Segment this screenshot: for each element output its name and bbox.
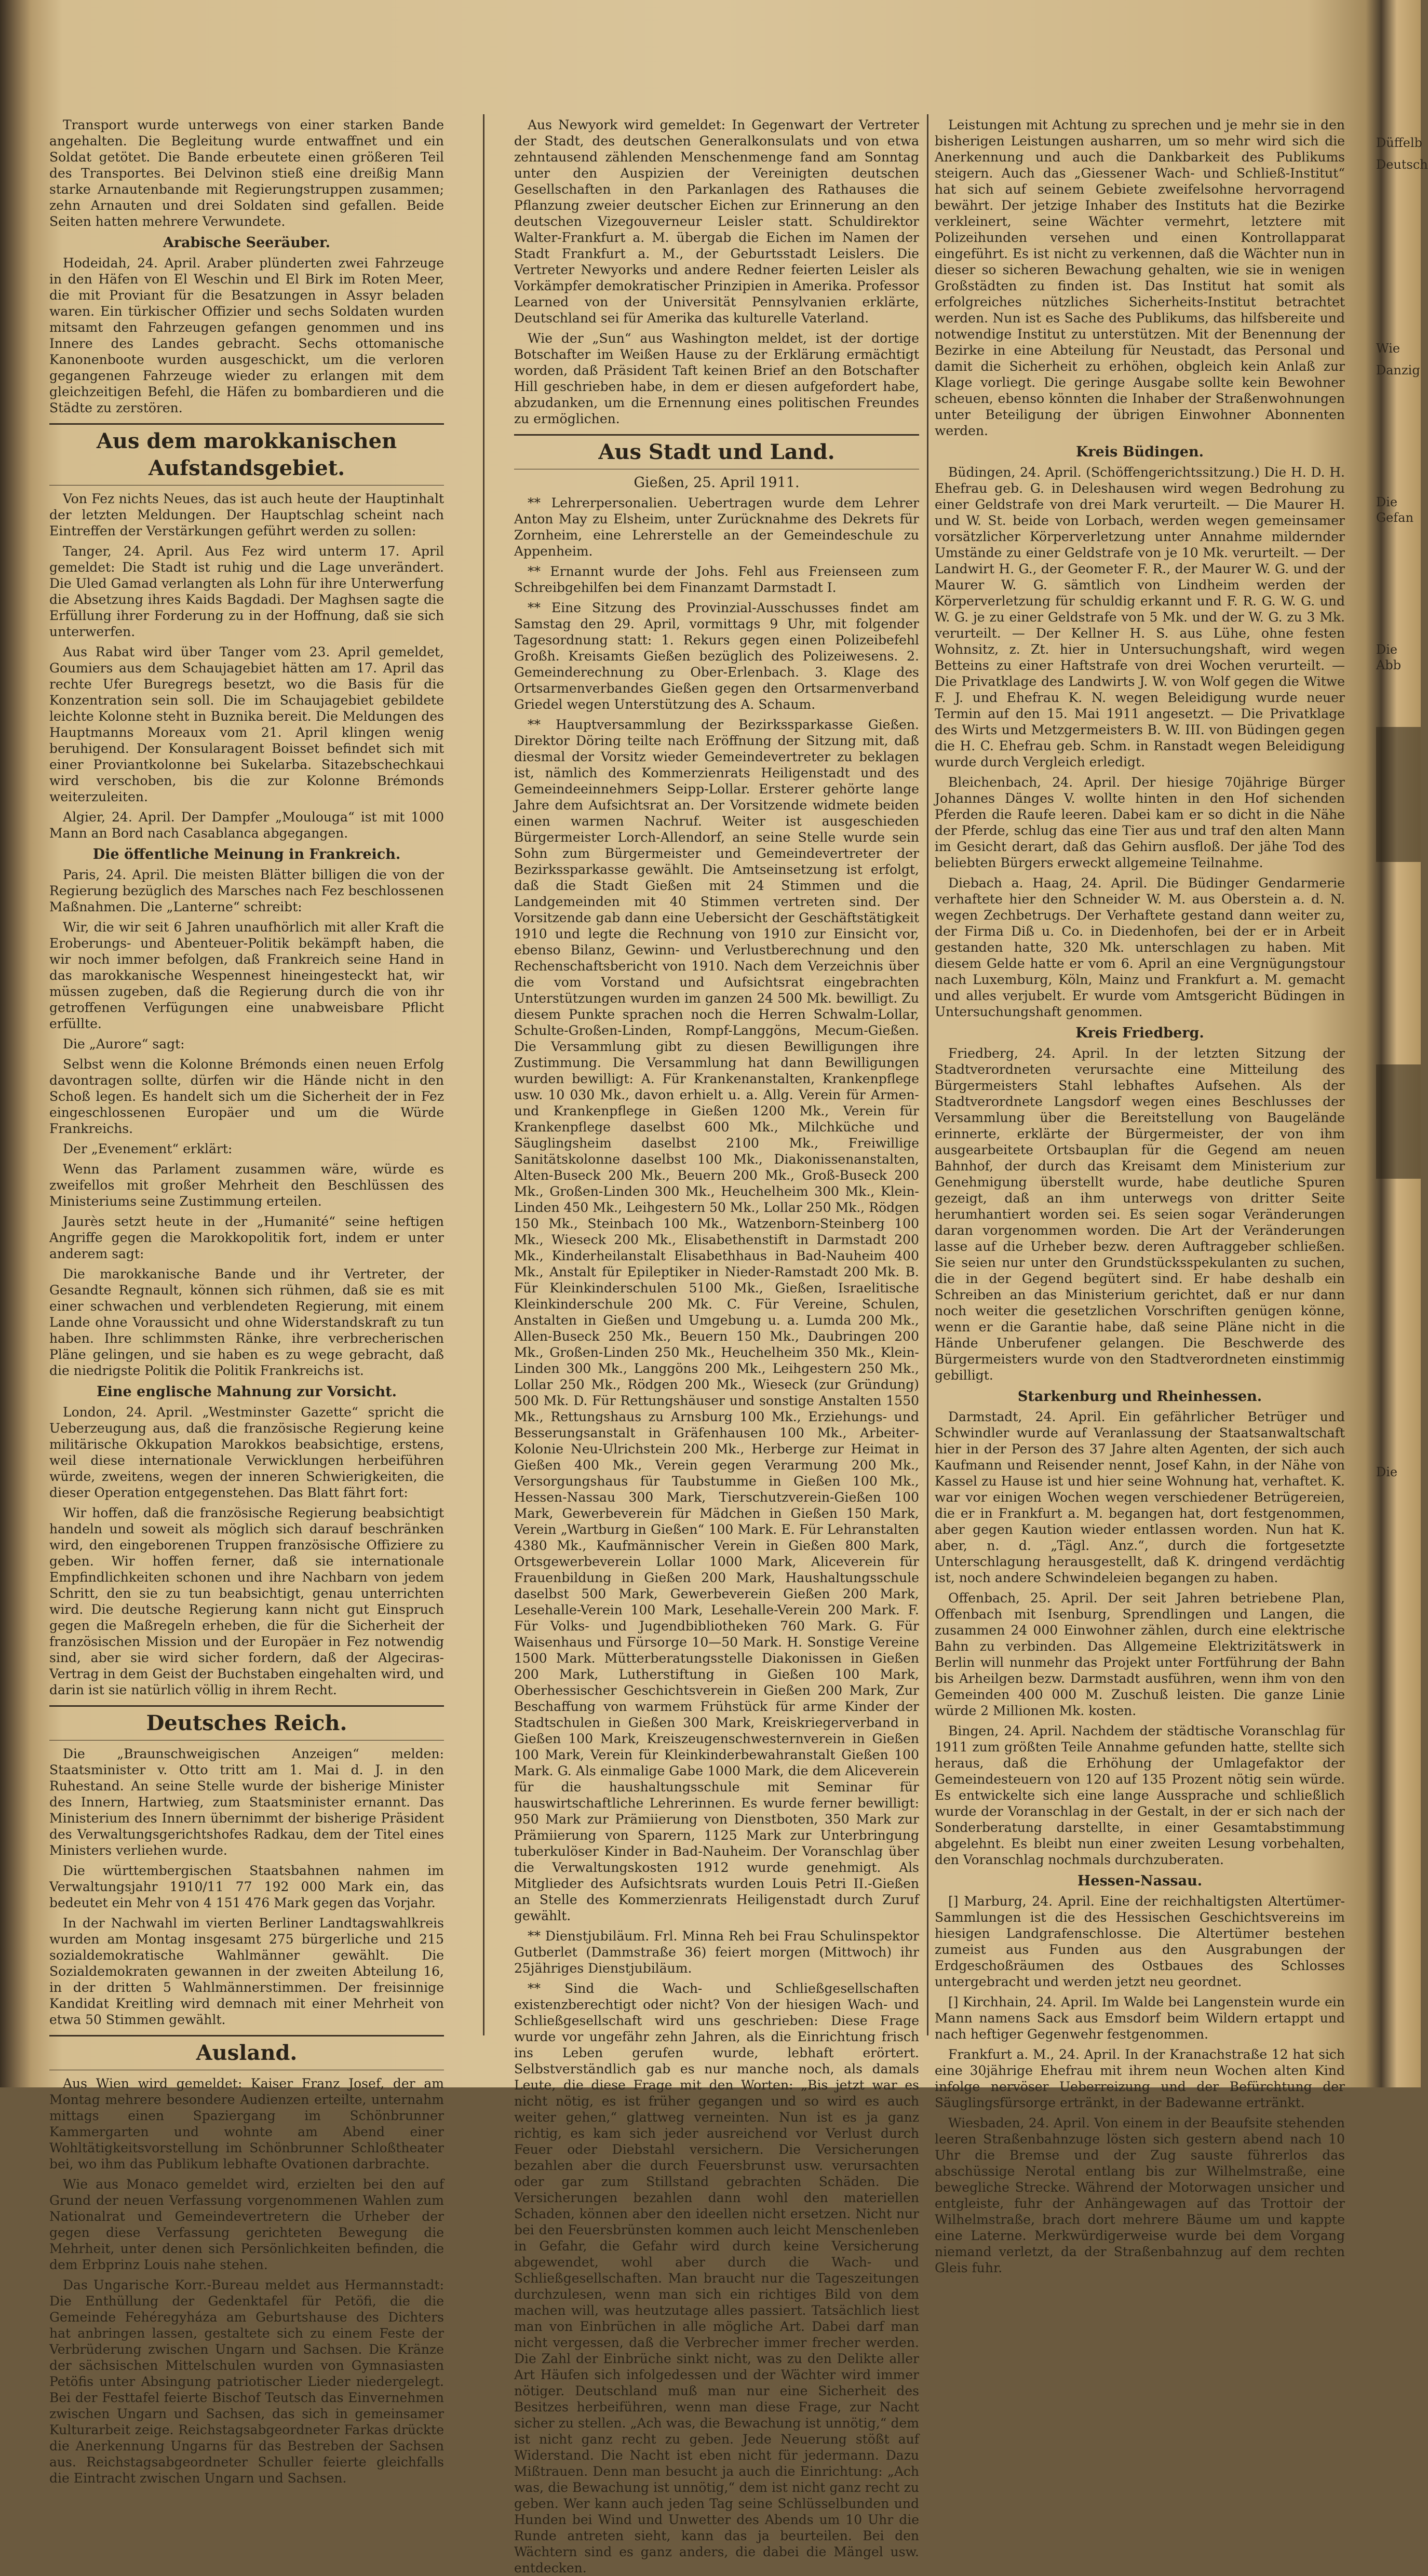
article-paragraph: Diebach a. Haag, 24. April. Die Büdinger Gendarmerie verhaftete hier den Schneider W. M. aus Oberstein a. d. N. wegen Zechbetrugs. Der Verhaftete gestand dann weiter zu, der Firma Diß u. Co. in Diedenhofen, bei der er in Arbeit gestanden hatte, 320 Mk. unterschlagen zu haben. Mit diesem Gelde hatte er vom 6. April an eine Vergnügungstour nach Luxemburg, Köln, Mainz und Frankfurt a. M. gemacht und alles verjubelt. Er wurde vom Amtsgericht Büdingen in Untersuchungshaft genommen.	[935, 875, 1345, 1019]
article-paragraph: ** Lehrerpersonalien. Uebertragen wurde dem Lehrer Anton May zu Elsheim, unter Zurücknahme des Dekrets für Zornheim, eine Lehrerstelle an der Gemeindeschule zu Appenheim.	[514, 495, 919, 559]
newspaper-page	[49, 104, 1358, 2575]
section-subheading: Kreis Friedberg.	[1075, 1025, 1204, 1041]
article-paragraph: Hodeidah, 24. April. Araber plünderten zwei Fahrzeuge in den Häfen von El Weschin und El Birk im Roten Meer, die mit Proviant für die Besatzungen in Assyr beladen waren. Ein türkischer Offizier und sechs Soldaten wurden mitsamt den Fahrzeugen gefangen genommen und ins Innere des Landes gebracht. Sechs ottomanische Kanonenboote wurden ausgeschickt, um die verloren gegangenen Fahrzeuge wieder zu erlangen mit dem gleichzeitigen Befehl, die Häfen zu bombardieren und die Städte zu zerstören.	[49, 255, 444, 415]
edge-shadow-block	[1376, 1064, 1421, 1179]
article-paragraph: Die marokkanische Bande und ihr Vertreter, der Gesandte Regnault, können sich rühmen, daß sie es mit einer schwachen und verblendeten Regierung, mit einem Lande ohne Voraussicht und ohne Widerstandskraft zu tun haben. Ihre schlimmsten Ränke, ihre verbrecherischen Pläne gelingen, und sie haben es zu wege gebracht, daß die niedrigste Politik die Politik Frankreichs ist.	[49, 1266, 444, 1378]
article-paragraph: Wie der „Sun“ aus Washington meldet, ist der dortige Botschafter im Weißen Hause zu der Erklärung ermächtigt worden, daß Präsident Taft keinen Brief an den Botschafter Hill geschrieben habe, in dem er diesen aufgefordert habe, abzudanken, um die Ernennung eines politischen Freundes zu ermöglichen.	[514, 331, 919, 426]
edge-text: Deutsch	[1376, 157, 1428, 172]
article-paragraph: Die württembergischen Staatsbahnen nahmen im Verwaltungsjahr 1910/11 77 192 000 Mark ein, das bedeutet ein Mehr von 4 151 476 Mark gegen das Vorjahr.	[49, 1863, 444, 1910]
column-divider	[927, 114, 928, 2035]
section-heading: Deutsches Reich.	[49, 1705, 444, 1741]
article-paragraph: Aus Rabat wird über Tanger vom 23. April gemeldet, Goumiers aus dem Schaujagebiet hätten am 17. April das rechte Ufer Buregregs besetzt, wo die Basis für die Konzentration sein soll. Die im Schaujagebiet gebildete leichte Kolonne steht in Buznika bereit. Die Meldungen des Hauptmanns Moreaux vom 21. April klingen wenig beruhigend. Der Konsularagent Boisset befindet sich mit einer Proviantkolonne bei Sukelarba. Sitazebschechkaui wird verschoben, bis die zur Kolonne Brémonds weiterzuleiten.	[49, 644, 444, 804]
article-paragraph: Wie aus Monaco gemeldet wird, erzielten bei den auf Grund der neuen Verfassung vorgenommenen Wahlen zum Nationalrat und Gemeindevertretern die Urheber der gegen diese Verfassung gerichteten Bewegung die Mehrheit, unter denen sich Persönlichkeiten befinden, die dem Erbprinz Louis nahe stehen.	[49, 2177, 444, 2272]
section-subheading: Die öffentliche Meinung in Frankreich.	[92, 846, 401, 862]
dateline: Gießen, 25. April 1911.	[634, 475, 800, 491]
article-paragraph: Die „Aurore“ sagt:	[63, 1036, 185, 1051]
column-3	[935, 117, 1345, 2275]
edge-shadow-block	[1376, 727, 1421, 862]
section-subheading: Kreis Büdingen.	[1075, 444, 1204, 460]
edge-text: Die Gefan	[1376, 495, 1414, 525]
edge-text: Wie	[1376, 341, 1400, 356]
article-paragraph: Der „Evenement“ erklärt:	[63, 1141, 233, 1156]
article-paragraph: London, 24. April. „Westminster Gazette“ spricht die Ueberzeugung aus, daß die französische Regierung keine militärische Okkupation Marokkos beabsichtige, erstens, weil diese internationale Verwicklungen herbeiführen würde, zweitens, wegen der inneren Schwierigkeiten, die dieser Operation entgegenstehen. Das Blatt fährt fort:	[49, 1405, 444, 1500]
article-paragraph: Tanger, 24. April. Aus Fez wird unterm 17. April gemeldet: Die Stadt ist ruhig und die Lage unverändert. Die Uled Gamad verlangten als Lohn für ihre Unterwerfung die Absetzung ihres Kaids Bagdadi. Der Maghsen sagte die Erfüllung ihrer Forderung zu in der Hoffnung, daß sie sich unterwerfen.	[49, 544, 444, 639]
article-paragraph: ** Eine Sitzung des Provinzial-Ausschusses findet am Samstag den 29. April, vormittags 9 Uhr, mit folgender Tagesordnung statt: 1. Rekurs gegen einen Polizeibefehl Großh. Kreisamts Gießen bezüglich des Polizeiwesens. 2. Gemeinderechnung zu Ober-Erlenbach. 3. Klage des Ortsarmenverbandes Gießen gegen den Ortsarmenverband Griedel wegen Unterstützung des A. Schaum.	[514, 600, 919, 712]
article-paragraph: Transport wurde unterwegs von einer starken Bande angehalten. Die Begleitung wurde entwaffnet und ein Soldat getötet. Die Bande erbeutete einen größeren Teil des Transportes. Bei Delvinon stieß eine dreißig Mann starke Arnautenbande mit Regierungstruppen zusammen; zehn Arnauten und drei Soldaten sind gefallen. Beide Seiten hatten mehrere Verwundete.	[49, 117, 444, 229]
section-heading: Aus dem marokkanischen Aufstandsgebiet.	[49, 423, 444, 485]
section-heading: Aus Stadt und Land.	[514, 434, 919, 469]
article-paragraph: ** Hauptversammlung der Bezirkssparkasse Gießen. Direktor Döring teilte nach Eröffnung der Sitzung mit, daß diesmal der Vorsitz wieder Gemeindevertreter zu beklagen ist, nämlich des Kommerzienrats Heiligenstadt und des Gemeindeeinnehmers Seipp-Lollar. Ersterer gehörte lange Jahre dem Aufsichtsrat an. Der Vorsitzende widmete beiden einen warmen Nachruf. Weiter ist ausgeschieden Bürgermeister Lorch-Allendorf, an seine Stelle wurde sein Sohn zum Bürgermeister und Gemeindevertreter der Bezirkssparkasse gewählt. Die Amtseinsetzung ist erfolgt, daß die Stadt Gießen mit 24 Stimmen und die Landgemeinden mit 40 Stimmen vertreten sind. Der Vorsitzende gab dann eine Uebersicht der Geschäftstätigkeit 1910 und legte die Rechnung von 1910 zur Einsicht vor, ebenso Bilanz, Gewinn- und Verlustberechnung und den Rechenschaftsbericht von 1910. Nach dem Verzeichnis über die vom Vorstand und Aufsichtsrat eingebrachten Unterstützungen wurden im ganzen 24 500 Mk. bewilligt. Zu diesem Punkte sprachen noch die Herren Schwalm-Lollar, Schulte-Großen-Linden, Rompf-Langgöns, Mecum-Gießen. Die Versammlung gibt zu diesen Bewilligungen ihre Zustimmung. Die Versammlung hat dann Bewilligungen wurden bewilligt: A. Für Krankenanstalten, Krankenpflege usw. 10 030 Mk., davon erhielt u. a. Allg. Verein für Armen- und Krankenpflege in Gießen 1200 Mk., Verein für Krankenpflege daselbst 600 Mk., Milchküche und Säuglingsheim daselbst 2100 Mk., Freiwillige Sanitätskolonne daselbst 100 Mk., Diakonissenanstalten, Alten-Buseck 200 Mk., Beuern 200 Mk., Groß-Buseck 200 Mk., Großen-Linden 300 Mk., Heuchelheim 300 Mk., Klein-Linden 450 Mk., Leihgestern 50 Mk., Lollar 250 Mk., Rödgen 150 Mk., Steinbach 100 Mk., Watzenborn-Steinberg 100 Mk., Wieseck 200 Mk., Elisabethenstift in Darmstadt 200 Mk., Kinderheilanstalt Elisabethhaus in Bad-Nauheim 400 Mk., Anstalt für Epileptiker in Nieder-Ramstadt 200 Mk. B. Für Kleinkinderschulen 5100 Mk., Gießen, Israelitische Kleinkinderschule 200 Mk. C. Für Vereine, Schulen, Anstalten in Gießen und Umgebung u. a. Lumda 200 Mk., Allen-Buseck 250 Mk., Beuern 150 Mk., Daubringen 200 Mk., Großen-Linden 250 Mk., Heuchelheim 350 Mk., Klein-Linden 300 Mk., Langgöns 200 Mk., Leihgestern 250 Mk., Lollar 250 Mk., Rödgen 200 Mk., Wieseck (zur Gründung) 500 Mk. D. Für Rettungshäuser und sonstige Anstalten 1550 Mk., Rettungshaus zu Arnsburg 100 Mk., Erziehungs- und Besserungsanstalt in Gräfenhausen 100 Mk., Arbeiter-Kolonie Neu-Ulrichstein 200 Mk., Herberge zur Heimat in Gießen 400 Mk., Verein gegen Verarmung 200 Mk., Versorgungshaus für Taubstumme in Gießen 100 Mk., Hessen-Nassau 300 Mark, Tierschutzverein-Gießen 100 Mark, Gewerbeverein für Mädchen in Gießen 150 Mark, Verein „Wartburg in Gießen“ 100 Mark. E. Für Lehranstalten 4380 Mk., Kaufmännischer Verein in Gießen 800 Mark, Ortsgewerbeverein Lollar 1000 Mark, Aliceverein für Frauenbildung in Gießen 200 Mark, Haushaltungsschule daselbst 500 Mark, Gewerbeverein Gießen 200 Mark, Lesehalle-Verein 100 Mark, Lesehalle-Verein 200 Mark. F. Für Volks- und Jugendbibliotheken 760 Mark. G. Für Waisenhaus und Fürsorge 10—50 Mark. H. Sonstige Vereine 1500 Mark. Mütterberatungsstelle Diakonissen in Gießen 200 Mark, Lutherstiftung in Gießen 100 Mark, Oberhessischer Geschichtsverein in Gießen 200 Mark, Zur Beschaffung von warmem Frühstück für arme Kinder der Stadtschulen in Gießen 300 Mark, Kreiskriegerverband in Gießen 100 Mark, Kreiszeugenschwesternverein in Gießen 100 Mark, Verein für Kleinkinderbewahranstalt Gießen 100 Mark. G. Als einmalige Gabe 1000 Mark, die dem Aliceverein für die haushaltungsschule mit Seminar für hauswirtschaftliche Lehrerinnen. Es wurde ferner bewilligt: 950 Mark zur Prämiierung von Dienstboten, 350 Mark zur Prämiierung von Sparern, 1125 Mark zur Unterbringung tuberkulöser Kinder in Bad-Nauheim. Der Voranschlag über die Verwaltungskosten 1912 wurde genehmigt. Als Mitglieder des Aufsichtsrats wurden Louis Petri II.-Gießen an Stelle des Kommerzienrats Heiligenstadt durch Zuruf gewählt.	[514, 717, 919, 1923]
article-paragraph: Wenn das Parlament zusammen wäre, würde es zweifellos mit großer Mehrheit den Beschlüssen des Ministeriums seine Zustimmung erteilen.	[49, 1162, 444, 1209]
article-paragraph: Bleichenbach, 24. April. Der hiesige 70jährige Bürger Johannes Dänges V. wollte hinten in den Hof sichenden Pferden die Raufe leeren. Dabei kam er so dicht in die Nähe der Pferde, schlug das eine Tier aus und traf den alten Mann im Gesicht derart, daß das Gehirn ausfloß. Der jähe Tod des beliebten Bürgers erweckt allgemeine Teilnahme.	[935, 775, 1345, 870]
article-paragraph: Friedberg, 24. April. In der letzten Sitzung der Stadtverordneten verursachte eine Mitteilung des Bürgermeisters Stahl lebhaftes Aufsehen. Als der Stadtverordnete Langsdorf wegen eines Beschlusses der Versammlung über die Bereitstellung von Baugelände erinnerte, erklärte der Bürgermeister, der von ihm ausgearbeitete Ortsbauplan für die Gegend am neuen Bahnhof, der durch das Kreisamt dem Ministerium zur Genehmigung überstellt wurde, habe deutliche Spuren gezeigt, daß an ihm unterwegs von dritter Seite herumhantiert worden sei. Es seien sogar Veränderungen daran vorgenommen worden. Die Art der Veränderungen lasse auf die Urheber bezw. deren Auftraggeber schließen. Sie seien nur unter den Grundstücksspekulanten zu suchen, die in der Gegend begütert sind. Er habe deshalb ein Schreiben an das Ministerium gerichtet, daß er nur dann noch weiter die gesetzlichen Vorschriften genügen könne, wenn er die Garantie habe, daß seine Pläne nicht in die Hände Unberufener gelangen. Die Beschwerde des Bürgermeisters wurde von den Stadtverordneten einstimmig gebilligt.	[935, 1046, 1345, 1383]
section-subheading: Arabische Seeräuber.	[163, 235, 331, 251]
article-paragraph: Wiesbaden, 24. April. Von einem in der Beaufsite stehenden leeren Straßenbahnzuge lösten sich gestern abend nach 10 Uhr die Bremse und der Zug sauste führerlos das abschüssige Nerotal entlang bis zur Wilhelmstraße, eine bewegliche Strecke. Während der Motorwagen unsicher und entgleiste, fuhr der Anhängewagen auf das Trottoir der Wilhelmstraße, brach dort mehrere Bäume um und kappte eine Laterne. Merkwürdigerweise wurde bei dem Vorgang niemand verletzt, da der Straßenbahnzug auf dem rechten Gleis fuhr.	[935, 2115, 1345, 2275]
edge-text: Danzig	[1376, 363, 1420, 377]
edge-text: Die	[1376, 1465, 1398, 1479]
section-subheading: Hessen-Nassau.	[1077, 1873, 1203, 1889]
article-paragraph: ** Sind die Wach- und Schließgesellschaften existenzberechtigt oder nicht? Von der hiesigen Wach- und Schließgesellschaft wird uns geschrieben: Diese Frage wurde vor ungefähr zehn Jahren, als die Einrichtung frisch ins Leben gerufen wurde, lebhaft erörtert. Selbstverständlich gab es nur manche noch, als damals Leute, die diese Frage mit den Worten: „Bis jetzt war es nicht nötig, es ist früher gegangen und so wird es auch weiter gehen,“ glattweg verneinten. Nun ist es ja ganz richtig, es kam sich jeder ausreichend vor Verlust durch Feuer oder Diebstahl versichern. Die Versicherungen bezahlen aber die durch Feuersbrunst usw. verursachten oder gar zum Stillstand gebrachten Schäden. Die Versicherungen bezahlen dann wohl den materiellen Schaden, können aber den ideellen nicht ersetzen. Nicht nur bei den Feuersbrünsten kommen auch leicht Menschenleben in Gefahr, die Gefahr wird durch keine Versicherung abgewendet, wohl aber durch die Wach- und Schließgesellschaften. Man braucht nur die Tageszeitungen durchzulesen, wenn man sich ein richtiges Bild von dem machen will, was heutzutage alles passiert. Tatsächlich liest man von Einbrüchen in alle mögliche Art. Dabei darf man nicht vergessen, daß die Verbrecher immer frecher werden. Die Zahl der Einbrüche sinkt nicht, was zu den Delikte aller Art Häufen sich infolgedessen und der Wächter wird immer nötiger. Deutschland muß man nur eine Sicherheit des Besitzes herbeiführen, wenn man diese Frage, zur Nacht sicher zu stellen. „Ach was, die Bewachung ist unnötig,“ dem ist nicht ganz recht zu geben. Jede Neuerung stößt auf Widerstand. Die Nacht ist eben nicht für jedermann. Dazu Mißtrauen. Denn man besucht ja auch die Einrichtung: „Ach was, die Bewachung ist unnötig,“ dem ist nicht ganz recht zu geben. Wer kann auch jeden Tag seine Schlüsselbunden und Hunden bei Wind und Unwetter des Abends um 10 Uhr die Runde antreten sieht, kann das ja beurteilen. Bei den Wächtern sind es ganz anders, die dabei die Mängel usw. entdecken.	[514, 1981, 919, 2575]
article-paragraph: ** Dienstjubiläum. Frl. Minna Reh bei Frau Schulinspektor Gutberlet (Dammstraße 36) feiert morgen (Mittwoch) ihr 25jähriges Dienstjubiläum.	[514, 1928, 919, 1976]
column-2	[514, 117, 919, 2575]
article-paragraph: Paris, 24. April. Die meisten Blätter billigen die von der Regierung bezüglich des Marsches nach Fez beschlossenen Maßnahmen. Die „Lanterne“ schreibt:	[49, 867, 444, 914]
column-divider	[483, 114, 484, 2035]
article-paragraph: Selbst wenn die Kolonne Brémonds einen neuen Erfolg davontragen sollte, dürfen wir die Hände nicht in den Schoß legen. Es handelt sich um die Sicherheit der in Fez eingeschlossenen Europäer und um die Würde Frankreichs.	[49, 1057, 444, 1136]
edge-text: Die Abb	[1376, 642, 1402, 672]
article-paragraph: [] Marburg, 24. April. Eine der reichhaltigsten Altertümer-Sammlungen ist die des Hessischen Geschichtsvereins im hiesigen Landgrafenschlosse. Die Altertümer bestehen zumeist aus Funden aus den Ausgrabungen der Erdgeschoßräumen des Ostbaues des Schlosses untergebracht und werden jetzt neu geordnet.	[935, 1894, 1345, 1989]
article-paragraph: ** Ernannt wurde der Johs. Fehl aus Freienseen zum Schreibgehilfen bei dem Finanzamt Darmstadt I.	[514, 564, 919, 595]
article-paragraph: Frankfurt a. M., 24. April. In der Kranachstraße 12 hat sich eine 30jährige Ehefrau mit ihrem neun Wochen alten Kind infolge nervöser Ueberreizung und der Befürchtung der Säuglingsfürsorge ertränkt, in der Badewanne ertränkt.	[935, 2047, 1345, 2110]
section-heading: Ausland.	[49, 2035, 444, 2070]
article-paragraph: Büdingen, 24. April. (Schöffengerichtssitzung.) Die H. D. H. Ehefrau geb. G. in Deleshausen wird wegen Bedrohung zu einer Geldstrafe von drei Mark verurteilt. — Die Maurer H. und W. St. beide von Lorbach, werden wegen gemeinsamer vorsätzlicher Körperverletzung unter Annahme mildernder Umstände zu einer Geldstrafe von je 10 Mk. verurteilt. — Der Landwirt H. G., der Geometer F. R., der Maurer W. G. und der Maurer W. G. sämtlich von Lindheim werden der Körperverletzung für schuldig erkannt und F. R. G. W. G. und W. G. je zu einer Geldstrafe von 5 Mk. und der W. G. zu 3 Mk. verurteilt. — Der Kellner H. S. aus Lühe, ohne festen Wohnsitz, z. Zt. hier in Untersuchungshaft, wird wegen Betteins zu einer Haftstrafe von drei Wochen verurteilt. — Die Privatklage des Landwirts J. W. von Wolf gegen die Witwe F. J. und Ehefrau K. N. wegen Beleidigung wurde neuer Termin auf den 15. Mai 1911 angesetzt. — Die Privatklage des Wirts und Metzgermeisters B. W. III. von Büdingen gegen die H. C. Ehefrau geb. Schm. in Ranstadt wegen Beleidigung wurde durch Vergleich erledigt.	[935, 465, 1345, 770]
article-paragraph: Aus Newyork wird gemeldet: In Gegenwart der Vertreter der Stadt, des deutschen Generalkonsulats und von etwa zehntausend zählenden Menschenmenge fand am Sonntag unter den Auspizien der Vereinigten deutschen Gesellschaften in den Parkanlagen des Rathauses die Pflanzung zweier deutscher Eichen zur Erinnerung an den deutschen Vizegouverneur Leisler statt. Schuldirektor Walter-Frankfurt a. M. übergab die Eichen im Namen der Stadt Frankfurt a. M., der Geburtsstadt Leislers. Die Vertreter Newyorks und andere Redner feierten Leisler als Vorkämpfer demokratischer Prinzipien in Amerika. Professor Learned von der Universität Pennsylvanien erklärte, Deutschland sei für Amerika das kulturelle Vaterland.	[514, 117, 919, 326]
article-paragraph: Wir hoffen, daß die französische Regierung beabsichtigt handeln und soweit als möglich sich darauf beschränken wird, den eingeborenen Truppen französische Offiziere zu geben. Wir hoffen ferner, daß sie internationale Empfindlichkeiten schonen und ihre Nachbarn von jedem Schritt, den sie zu tun beabsichtigt, genau unterrichten wird. Die deutsche Regierung kann nicht gut Einspruch gegen die Maßregeln erheben, die für die Sicherheit der französischen Mission und der Europäer in Fez notwendig sind, aber sie wird sicher fordern, daß der Algeciras-Vertrag in dem Geist der Buchstaben eingehalten wird, und darin ist sie natürlich völlig in ihrem Recht.	[49, 1505, 444, 1697]
section-subheading: Starkenburg und Rheinhessen.	[1017, 1388, 1262, 1405]
section-subheading: Eine englische Mahnung zur Vorsicht.	[97, 1384, 397, 1400]
article-paragraph: Algier, 24. April. Der Dampfer „Moulouga“ ist mit 1000 Mann an Bord nach Casablanca abgegangen.	[49, 810, 444, 841]
article-paragraph: Das Ungarische Korr.-Bureau meldet aus Hermannstadt: Die Enthüllung der Gedenktafel für Petöfi, die die Gemeinde Fehéregyháza am Geburtshause des Dichters hat anbringen lassen, gestaltete sich zu einem Feste der Verbrüderung zwischen Ungarn und Sachsen. Die Kränze der sächsischen Mittelschulen wurden von Gymnasiasten Petöfis unter Absingung patriotischer Lieder niedergelegt. Bei der Festtafel feierte Bischof Teutsch das Einvernehmen zwischen Ungarn und Sachsen, das sich in gemeinsamer Kulturarbeit zeige. Reichstagsabgeordneter Farkas drückte die Anerkennung Ungarns für das Bestreben der Sachsen aus. Reichstagsabgeordneter Schuller feierte gleichfalls die Eintracht zwischen Ungarn und Sachsen.	[49, 2277, 444, 2486]
article-paragraph: Leistungen mit Achtung zu sprechen und je mehr sie in den bisherigen Leistungen ausharren, um so mehr wird sich die Anerkennung und auch die Dankbarkeit des Publikums steigern. Auch das „Giessener Wach- und Schließ-Institut“ hat sich auf seinem Gebiete zweifelsohne hervorragend bewährt. Der jetzige Inhaber des Instituts hat die Bezirke verkleinert, seine Wächter vermehrt, letztere mit Polizeihunden versehen und einen Kontrollapparat eingeführt. Es ist nicht zu verkennen, daß die Wächter nun in dieser so sicheren Bewachung gehalten, wie sie in wenigen Großstädten zu finden ist. Das Institut hat somit als erfolgreiches nützliches Sicherheits-Institut betrachtet werden. Nun ist es Sache des Publikums, das hilfsbereite und notwendige Institut zu unterstützen. Mit der Benennung der Bezirke in eine Abteilung für Neustadt, das Personal und damit die Sicherheit zu erhöhen, obgleich kein Anlaß zur Klage vorliegt. Die geringe Ausgabe sollte kein Bewohner scheuen, ebenso könnten die Inhaber der Straßenwohnungen unter Beteiligung der übrigen Einwohner Abonnenten werden.	[935, 117, 1345, 438]
article-paragraph: Bingen, 24. April. Nachdem der städtische Voranschlag für 1911 zum größten Teile Annahme gefunden hatte, stellte sich heraus, daß die Erhöhung der Umlagefaktor der Gemeindesteuern von 120 auf 135 Prozent nötig sein würde. Es entwickelte sich eine lange Aussprache und schließlich wurde der Voranschlag in der Gestalt, in der er sich nach der Sonderberatung darstellte, in einer Gesamtabstimmung abgelehnt. Es bleibt nun einer zweiten Lesung vorbehalten, den Voranschlag nochmals durchzuberaten.	[935, 1723, 1345, 1867]
article-paragraph: Aus Wien wird gemeldet: Kaiser Franz Josef, der am Montag mehrere besondere Audienzen erteilte, unternahm mittags einen Spaziergang im Schönbrunner Kammergarten und wohnte am Abend einer Wohltätigkeitsvorstellung im Schönbrunner Schloßtheater bei, wo ihm das Publikum lebhafte Ovationen darbrachte.	[49, 2076, 444, 2172]
article-paragraph: [] Kirchhain, 24. April. Im Walde bei Langenstein wurde ein Mann namens Sack aus Emsdorf beim Wildern ertappt und nach heftiger Gegenwehr festgenommen.	[935, 1994, 1345, 2042]
column-1	[49, 117, 444, 2486]
article-paragraph: Von Fez nichts Neues, das ist auch heute der Hauptinhalt der letzten Meldungen. Der Hauptschlag scheint nach Eintreffen der Verstärkungen geführt werden zu sollen:	[49, 491, 444, 538]
edge-text: Düffelb	[1376, 136, 1422, 150]
article-paragraph: Wir, die wir seit 6 Jahren unaufhörlich mit aller Kraft die Eroberungs- und Abenteuer-Politik bekämpft haben, die wir noch immer befolgen, daß Frankreich seine Hand in das marokkanische Wespennest hineingesteckt hat, wir müssen zugeben, daß die Regierung durch die von ihr getroffenen Verfügungen eine unabweisbare Pflicht erfüllte.	[49, 920, 444, 1031]
article-paragraph: Darmstadt, 24. April. Ein gefährlicher Betrüger und Schwindler wurde auf Veranlassung der Staatsanwaltschaft hier in der Person des 37 Jahre alten Agenten, der sich auch Kaufmann und Reisender nennt, Josef Kahn, in der Nähe von Kassel zu Hause ist und hier seine Wohnung hat, verhaftet. K. war vor einigen Wochen wegen verschiedener Betrügereien, die er in Frankfurt a. M. begangen hat, dort festgenommen, aber gegen Kaution wieder entlassen worden. Nun hat K. aber, n. d. „Tägl. Anz.“, durch die fortgesetzte Unterschlagung herausgestellt, daß K. dringend verdächtig ist, noch andere Schwindeleien begangen zu haben.	[935, 1409, 1345, 1585]
article-paragraph: In der Nachwahl im vierten Berliner Landtagswahlkreis wurden am Montag insgesamt 275 bürgerliche und 215 sozialdemokratische Wahlmänner gewählt. Die Sozialdemokraten gewannen in der zweiten Abteilung 16, in der dritten 5 Wahlmännerstimmen. Der freisinnige Kandidat Kreitling wird demnach mit einer Mehrheit von etwa 50 Stimmen gewählt.	[49, 1916, 444, 2027]
article-paragraph: Die „Braunschweigischen Anzeigen“ melden: Staatsminister v. Otto tritt am 1. Mai d. J. in den Ruhestand. An seine Stelle wurde der bisherige Minister des Innern, Hartwieg, zum Staatsminister ernannt. Das Ministerium des Innern übernimmt der bisherige Präsident des Verwaltungsgerichtshofes Radkau, dem der Titel eines Ministers verliehen wurde.	[49, 1746, 444, 1858]
article-paragraph: Jaurès setzt heute in der „Humanité“ seine heftigen Angriffe gegen die Marokkopolitik fort, indem er unter anderem sagt:	[49, 1214, 444, 1261]
article-paragraph: Offenbach, 25. April. Der seit Jahren betriebene Plan, Offenbach mit Isenburg, Sprendlingen und Langen, die zusammen 24 000 Einwohner zählen, durch eine elektrische Bahn zu verbinden. Das Allgemeine Elektrizitätswerk in Berlin will nunmehr das Projekt unter Fortführung der Bahn bis Arheilgen bezw. Darmstadt ausführen, wenn ihm von den Gemeinden 400 000 M. Zuschuß leisten. Die ganze Linie würde 2 Millionen Mk. kosten.	[935, 1590, 1345, 1718]
